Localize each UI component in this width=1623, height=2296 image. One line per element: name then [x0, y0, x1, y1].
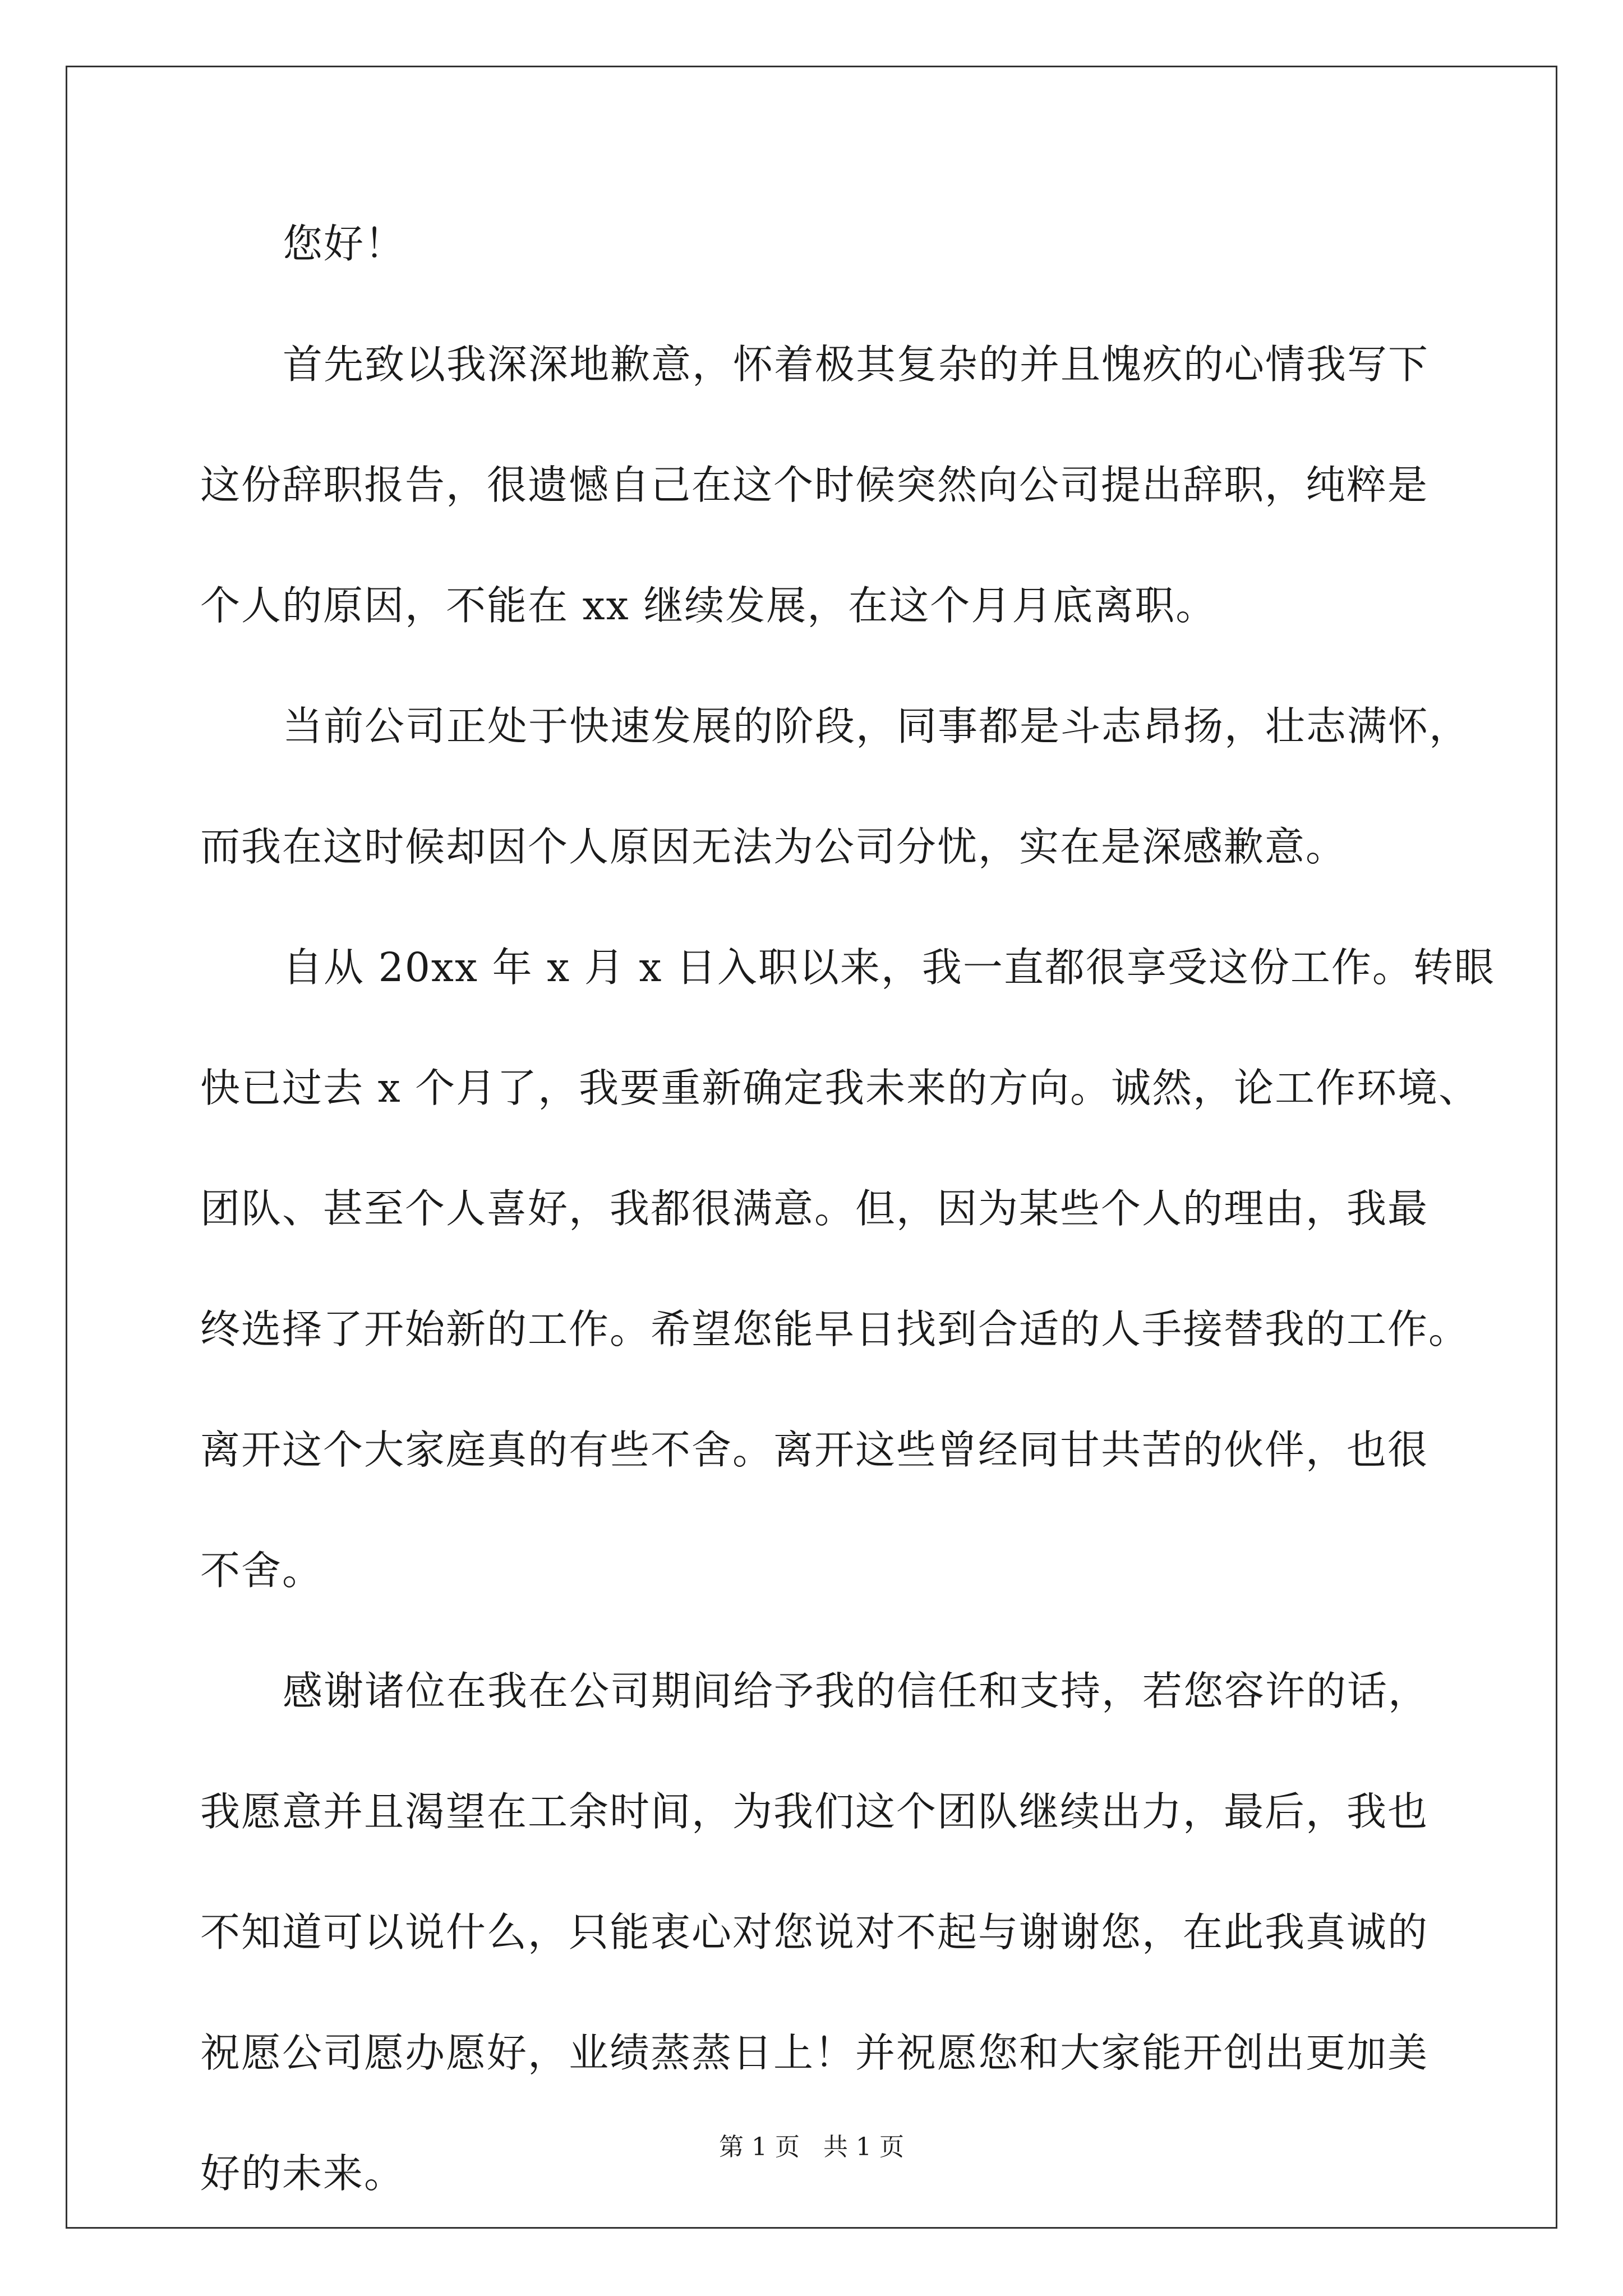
paragraph-line: 快已过去 x 个月了，我要重新确定我未来的方向。诚然，论工作环境、	[200, 1065, 1480, 1111]
paragraph-line: 首先致以我深深地歉意，怀着极其复杂的并且愧疚的心情我写下	[283, 341, 1430, 388]
paragraph-line: 祝愿公司愿办愿好，业绩蒸蒸日上！并祝愿您和大家能开创出更加美	[200, 2030, 1429, 2076]
paragraph-line: 感谢诸位在我在公司期间给予我的信任和支持，若您容许的话，	[283, 1668, 1430, 1714]
paragraph-line: 个人的原因，不能在 xx 继续发展，在这个月月底离职。	[200, 582, 1217, 629]
paragraph-line: 终选择了开始新的工作。希望您能早日找到合适的人手接替我的工作。	[200, 1306, 1470, 1352]
paragraph-line: 团队、甚至个人喜好，我都很满意。但，因为某些个人的理由，我最	[200, 1185, 1429, 1232]
paragraph-line: 好的未来。	[200, 2150, 405, 2197]
greeting: 您好！	[283, 220, 406, 267]
paragraph-line: 而我在这时候却因个人原因无法为公司分忧，实在是深感歉意。	[200, 823, 1347, 870]
paragraph-line: 当前公司正处于快速发展的阶段，同事都是斗志昂扬，壮志满怀，	[283, 703, 1470, 749]
paragraph-line: 不舍。	[200, 1547, 324, 1594]
paragraph-line: 自从 20xx 年 x 月 x 日入职以来，我一直都很享受这份工作。转眼	[283, 944, 1495, 991]
paragraph-line: 离开这个大家庭真的有些不舍。离开这些曾经同甘共苦的伙伴，也很	[200, 1427, 1429, 1473]
page-footer: 第 1 页 共 1 页	[719, 2133, 904, 2161]
paragraph-line: 我愿意并且渴望在工余时间，为我们这个团队继续出力，最后，我也	[200, 1788, 1429, 1835]
paragraph-line: 不知道可以说什么，只能衷心对您说对不起与谢谢您，在此我真诚的	[200, 1909, 1429, 1955]
paragraph-line: 这份辞职报告，很遗憾自己在这个时候突然向公司提出辞职，纯粹是	[200, 462, 1429, 508]
